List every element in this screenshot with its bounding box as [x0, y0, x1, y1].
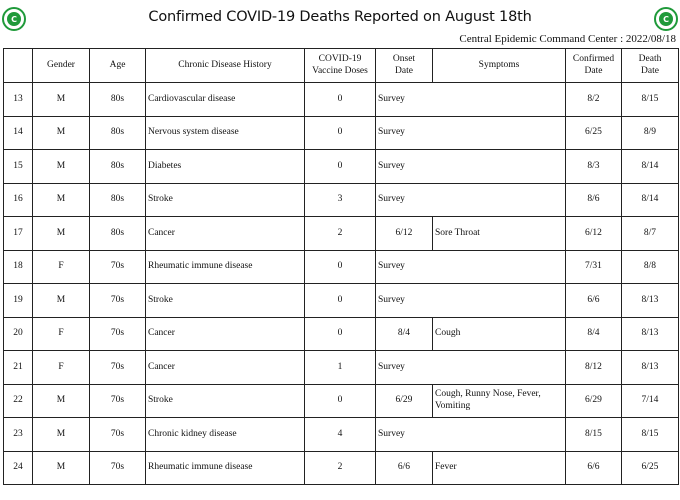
history-cell: Rheumatic immune disease — [146, 250, 305, 284]
col-header-gender: Gender — [33, 49, 90, 83]
death-date-cell: 8/15 — [622, 83, 679, 117]
table-row — [4, 451, 679, 485]
col-header-id — [4, 49, 33, 83]
gender-cell: M — [33, 418, 90, 452]
death-date-cell: 7/14 — [622, 384, 679, 418]
gender-cell: M — [33, 183, 90, 217]
onset-date-cell: 8/4 — [376, 317, 433, 351]
onset-survey-cell: Survey — [376, 116, 566, 150]
onset-survey-cell: Survey — [376, 150, 566, 184]
col-header-symptoms: Symptoms — [433, 49, 566, 83]
col-header-confirmed-date: Confirmed Date — [566, 49, 622, 83]
case-number: 13 — [4, 83, 33, 117]
vaccine-doses-cell: 3 — [305, 183, 376, 217]
onset-survey-cell: Survey — [376, 351, 566, 385]
onset-survey-cell: Survey — [376, 418, 566, 452]
col-header-vaccine-doses: COVID-19 Vaccine Doses — [305, 49, 376, 83]
case-number: 24 — [4, 451, 33, 485]
age-cell: 80s — [90, 116, 146, 150]
gender-cell: M — [33, 116, 90, 150]
vaccine-doses-cell: 0 — [305, 284, 376, 318]
death-date-cell: 8/13 — [622, 351, 679, 385]
age-cell: 70s — [90, 351, 146, 385]
vaccine-doses-cell: 0 — [305, 150, 376, 184]
death-date-cell: 8/8 — [622, 250, 679, 284]
age-cell: 80s — [90, 217, 146, 251]
death-date-cell: 8/13 — [622, 284, 679, 318]
age-cell: 70s — [90, 451, 146, 485]
history-cell: Stroke — [146, 284, 305, 318]
onset-survey-cell: Survey — [376, 250, 566, 284]
history-cell: Cardiovascular disease — [146, 83, 305, 117]
gender-cell: F — [33, 351, 90, 385]
death-date-cell: 8/14 — [622, 183, 679, 217]
vaccine-doses-cell: 0 — [305, 250, 376, 284]
onset-survey-cell: Survey — [376, 284, 566, 318]
table-row — [4, 217, 679, 251]
confirmed-date-cell: 6/25 — [566, 116, 622, 150]
confirmed-date-cell: 6/29 — [566, 384, 622, 418]
confirmed-date-cell: 8/12 — [566, 351, 622, 385]
vaccine-doses-cell: 0 — [305, 384, 376, 418]
history-cell: Rheumatic immune disease — [146, 451, 305, 485]
table-row — [4, 351, 679, 385]
gender-cell: M — [33, 150, 90, 184]
death-date-cell: 8/15 — [622, 418, 679, 452]
death-date-cell: 8/13 — [622, 317, 679, 351]
onset-date-cell: 6/12 — [376, 217, 433, 251]
onset-date-cell: 6/6 — [376, 451, 433, 485]
history-cell: Cancer — [146, 217, 305, 251]
onset-date-cell: 6/29 — [376, 384, 433, 418]
case-number: 22 — [4, 384, 33, 418]
history-cell: Chronic kidney disease — [146, 418, 305, 452]
col-header-onset-date: Onset Date — [376, 49, 433, 83]
history-cell: Diabetes — [146, 150, 305, 184]
vaccine-doses-cell: 0 — [305, 116, 376, 150]
case-number: 16 — [4, 183, 33, 217]
table-row — [4, 250, 679, 284]
symptoms-cell: Cough, Runny Nose, Fever, Vomiting — [433, 384, 566, 418]
table-row — [4, 384, 679, 418]
age-cell: 70s — [90, 250, 146, 284]
age-cell: 80s — [90, 150, 146, 184]
case-number: 19 — [4, 284, 33, 318]
table-row — [4, 317, 679, 351]
symptoms-cell: Cough — [433, 317, 566, 351]
confirmed-date-cell: 6/12 — [566, 217, 622, 251]
gender-cell: M — [33, 217, 90, 251]
death-date-cell: 8/9 — [622, 116, 679, 150]
gender-cell: M — [33, 384, 90, 418]
history-cell: Cancer — [146, 317, 305, 351]
confirmed-date-cell: 8/15 — [566, 418, 622, 452]
table-row — [4, 284, 679, 318]
age-cell: 80s — [90, 83, 146, 117]
age-cell: 70s — [90, 284, 146, 318]
col-header-death-date: Death Date — [622, 49, 679, 83]
history-cell: Cancer — [146, 351, 305, 385]
case-number: 21 — [4, 351, 33, 385]
age-cell: 70s — [90, 317, 146, 351]
vaccine-doses-cell: 2 — [305, 217, 376, 251]
table-row — [4, 418, 679, 452]
gender-cell: M — [33, 83, 90, 117]
deaths-table — [3, 48, 679, 485]
confirmed-date-cell: 8/4 — [566, 317, 622, 351]
history-cell: Nervous system disease — [146, 116, 305, 150]
table-row — [4, 116, 679, 150]
age-cell: 70s — [90, 418, 146, 452]
cdc-logo-icon: C — [654, 7, 678, 31]
confirmed-date-cell: 6/6 — [566, 284, 622, 318]
case-number: 20 — [4, 317, 33, 351]
source-date: Central Epidemic Command Center : 2022/08/18 — [459, 33, 676, 45]
case-number: 15 — [4, 150, 33, 184]
case-number: 14 — [4, 116, 33, 150]
vaccine-doses-cell: 0 — [305, 317, 376, 351]
onset-survey-cell: Survey — [376, 183, 566, 217]
confirmed-date-cell: 8/2 — [566, 83, 622, 117]
confirmed-date-cell: 7/31 — [566, 250, 622, 284]
confirmed-date-cell: 8/3 — [566, 150, 622, 184]
table-body — [4, 83, 679, 485]
vaccine-doses-cell: 4 — [305, 418, 376, 452]
gender-cell: F — [33, 317, 90, 351]
case-number: 23 — [4, 418, 33, 452]
death-date-cell: 8/14 — [622, 150, 679, 184]
confirmed-date-cell: 8/6 — [566, 183, 622, 217]
table-header-row — [4, 49, 679, 83]
symptoms-cell: Fever — [433, 451, 566, 485]
onset-survey-cell: Survey — [376, 83, 566, 117]
vaccine-doses-cell: 0 — [305, 83, 376, 117]
death-date-cell: 6/25 — [622, 451, 679, 485]
table-row — [4, 150, 679, 184]
confirmed-date-cell: 6/6 — [566, 451, 622, 485]
table-row — [4, 183, 679, 217]
history-cell: Stroke — [146, 183, 305, 217]
case-number: 18 — [4, 250, 33, 284]
table-row — [4, 83, 679, 117]
case-number: 17 — [4, 217, 33, 251]
vaccine-doses-cell: 2 — [305, 451, 376, 485]
page-title: Confirmed COVID-19 Deaths Reported on August 18th — [148, 9, 532, 25]
age-cell: 80s — [90, 183, 146, 217]
history-cell: Stroke — [146, 384, 305, 418]
vaccine-doses-cell: 1 — [305, 351, 376, 385]
col-header-history: Chronic Disease History — [146, 49, 305, 83]
age-cell: 70s — [90, 384, 146, 418]
col-header-age: Age — [90, 49, 146, 83]
symptoms-cell: Sore Throat — [433, 217, 566, 251]
gender-cell: F — [33, 250, 90, 284]
cdc-logo-icon: C — [2, 7, 26, 31]
gender-cell: M — [33, 284, 90, 318]
death-date-cell: 8/7 — [622, 217, 679, 251]
gender-cell: M — [33, 451, 90, 485]
